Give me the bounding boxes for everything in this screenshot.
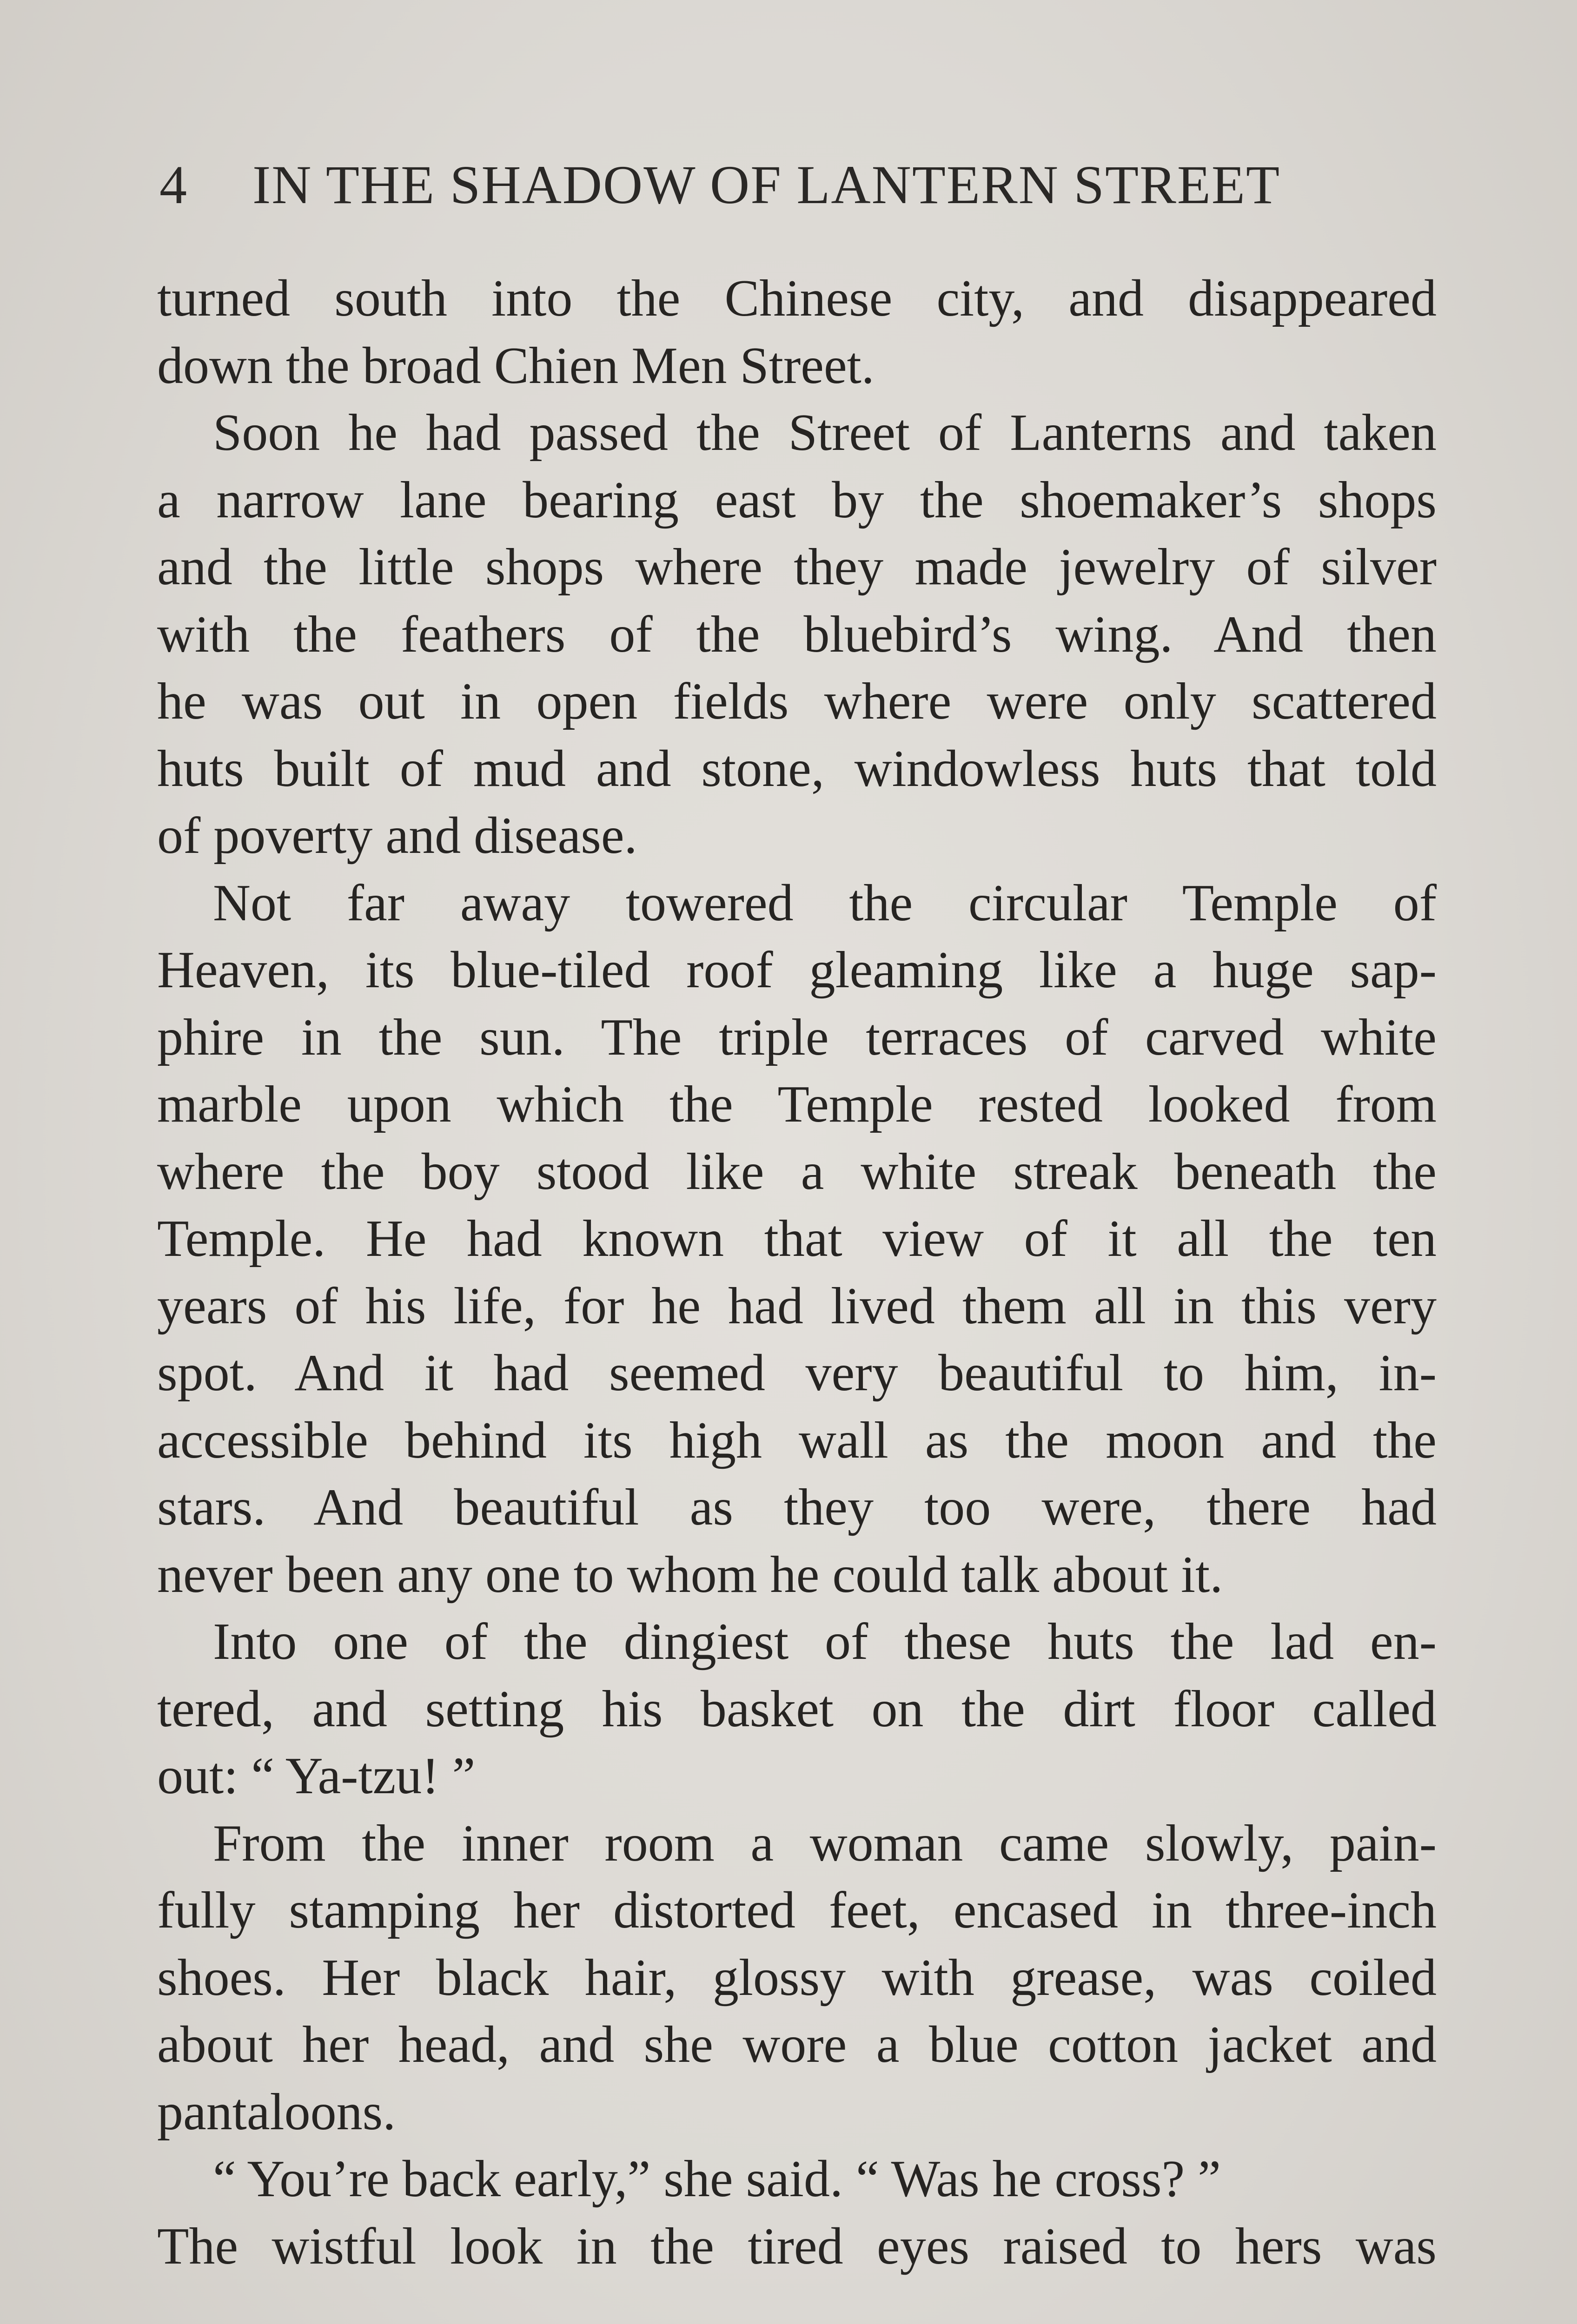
text-line: tered, and setting his basket on the dirt floor called <box>157 1680 1437 1738</box>
text-line: about her head, and she wore a blue cotton jacket and <box>157 2016 1437 2073</box>
text-line: “ You’re back early,” she said. “ Was he cross? ” <box>213 2150 1221 2208</box>
text-line: he was out in open fields where were only scattered <box>157 673 1437 730</box>
text-line: Heaven, its blue-tiled roof gleaming like a huge sap- <box>157 941 1437 999</box>
text-line: accessible behind its high wall as the moon and the <box>157 1411 1437 1469</box>
text-line: with the feathers of the bluebird’s wing. And then <box>157 605 1437 663</box>
text-line: marble upon which the Temple rested looked from <box>157 1076 1437 1133</box>
text-line: shoes. Her black hair, glossy with grease, was coiled <box>157 1948 1437 2007</box>
text-line: Soon he had passed the Street of Lanterns and taken <box>213 404 1437 462</box>
text-line: The wistful look in the tired eyes raised to hers was <box>157 2217 1437 2275</box>
page-number: 4 <box>159 154 187 215</box>
text-line: years of his life, for he had lived them all in this very <box>157 1277 1437 1335</box>
text-line: fully stamping her distorted feet, encased in three-inch <box>157 1882 1437 1939</box>
text-line: a narrow lane bearing east by the shoemaker’s shops <box>157 471 1437 529</box>
text-line: and the little shops where they made jewelry of silver <box>157 538 1437 596</box>
text-line: pantaloons. <box>157 2083 396 2141</box>
text-line: Into one of the dingiest of these huts the lad en- <box>213 1613 1437 1670</box>
text-line: turned south into the Chinese city, and disappeared <box>157 270 1437 327</box>
text-line: stars. And beautiful as they too were, there had <box>157 1479 1437 1536</box>
text-line: of poverty and disease. <box>157 807 637 865</box>
text-line: down the broad Chien Men Street. <box>157 337 875 395</box>
text-line: Not far away towered the circular Temple of <box>213 874 1437 932</box>
text-line: where the boy stood like a white streak beneath the <box>157 1142 1437 1201</box>
text-line: out: “ Ya-tzu! ” <box>157 1747 476 1805</box>
text-line: huts built of mud and stone, windowless huts that told <box>157 739 1437 798</box>
text-line: From the inner room a woman came slowly, pain- <box>213 1814 1437 1872</box>
text-line: Temple. He had known that view of it all the ten <box>157 1210 1437 1268</box>
text-line: phire in the sun. The triple terraces of carved white <box>157 1008 1437 1066</box>
running-title: IN THE SHADOW OF LANTERN STREET <box>252 154 1281 215</box>
text-line: spot. And it had seemed very beautiful to him, in- <box>157 1344 1437 1402</box>
text-line: never been any one to whom he could talk about it. <box>157 1545 1223 1604</box>
body-text <box>157 265 1437 2280</box>
page-header <box>159 153 1378 223</box>
